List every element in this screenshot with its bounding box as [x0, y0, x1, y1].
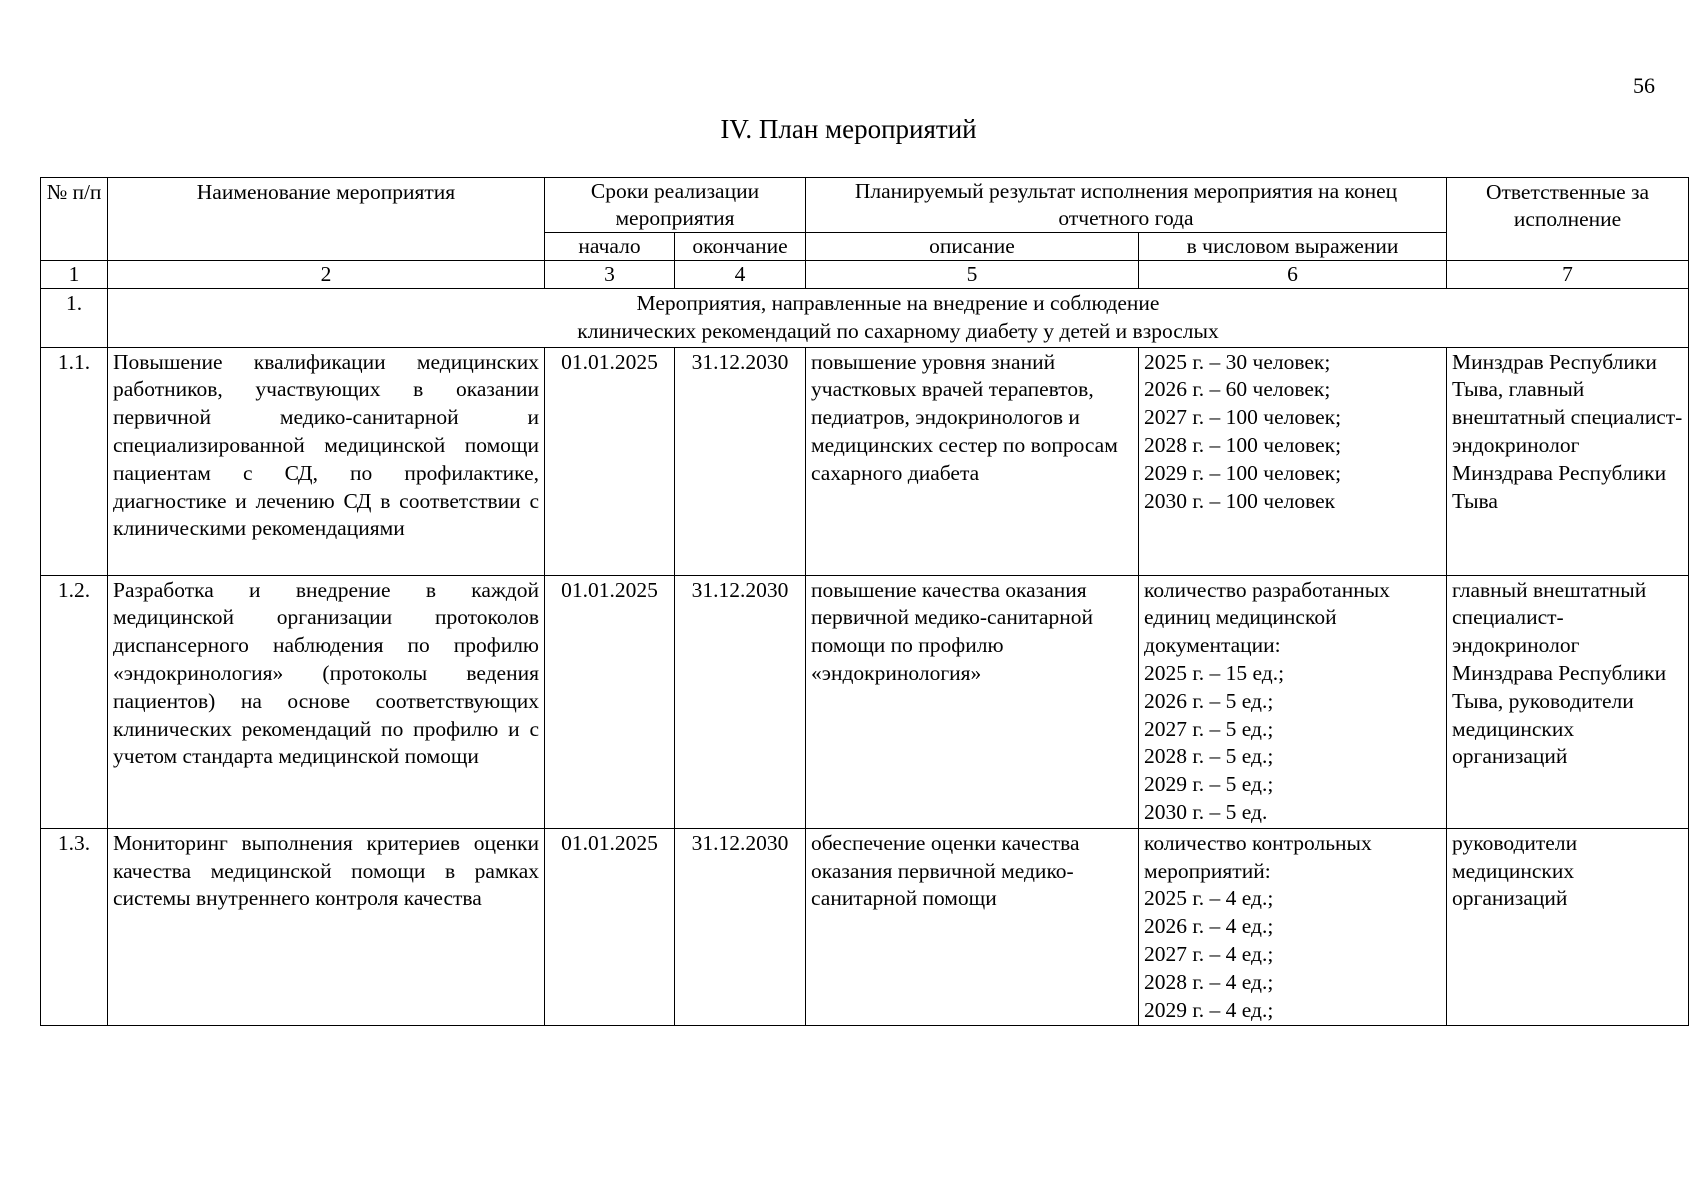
section-title — [108, 289, 1689, 348]
numeric-line: 2025 г. – 30 человек; — [1144, 349, 1331, 374]
page-number: 56 — [1633, 73, 1655, 98]
table-row — [41, 828, 1689, 1026]
column-number-3: 3 — [545, 261, 675, 289]
column-number-7: 7 — [1447, 261, 1689, 289]
column-number-1: 1 — [41, 261, 108, 289]
section-title-line-2: клинических рекомендаций по сахарному диабету у детей и взрослых — [577, 318, 1219, 343]
row-description: повышение уровня знаний участковых врачей терапевтов, педиатров, эндокринологов и медицинских сестер по вопросам сахарного диабета — [806, 347, 1139, 575]
header-numeric: в числовом выражении — [1139, 233, 1447, 261]
numeric-line: 2029 г. – 4 ед.; — [1144, 997, 1274, 1022]
row-activity-name: Мониторинг выполнения критериев оценки качества медицинской помощи в рамках системы внутреннего контроля качества — [108, 828, 545, 1026]
header-end: окончание — [675, 233, 806, 261]
numeric-line: 2026 г. – 5 ед.; — [1144, 688, 1274, 713]
numeric-line: 2029 г. – 100 человек; — [1144, 460, 1342, 485]
header-number: № п/п — [41, 178, 108, 261]
table-row — [41, 575, 1689, 828]
row-start-date: 01.01.2025 — [545, 828, 675, 1026]
numeric-line: 2027 г. – 100 человек; — [1144, 405, 1342, 430]
header-description: описание — [806, 233, 1139, 261]
header-row-1 — [41, 178, 1689, 233]
numeric-line: 2030 г. – 5 ед. — [1144, 799, 1268, 824]
row-end-date: 31.12.2030 — [675, 575, 806, 828]
row-end-date: 31.12.2030 — [675, 347, 806, 575]
numeric-line: 2027 г. – 5 ед.; — [1144, 716, 1274, 741]
column-number-2: 2 — [108, 261, 545, 289]
column-number-4: 4 — [675, 261, 806, 289]
row-responsible: Минздрав Республики Тыва, главный внештатный специалист-эндокринолог Минздрава Республики Тыва — [1447, 347, 1689, 575]
column-numbers-row — [41, 261, 1689, 289]
row-number: 1.2. — [41, 575, 108, 828]
document-title: IV. План мероприятий — [720, 114, 977, 144]
numeric-line: количество контрольных мероприятий: — [1144, 830, 1372, 883]
row-description: обеспечение оценки качества оказания первичной медико-санитарной помощи — [806, 828, 1139, 1026]
column-number-5: 5 — [806, 261, 1139, 289]
table-row — [41, 347, 1689, 575]
row-number: 1.3. — [41, 828, 108, 1026]
row-start-date: 01.01.2025 — [545, 347, 675, 575]
numeric-line: количество разработанных единиц медицинской документации: — [1144, 577, 1390, 658]
row-end-date: 31.12.2030 — [675, 828, 806, 1026]
action-plan-table — [40, 177, 1689, 1026]
numeric-line: 2025 г. – 15 ед.; — [1144, 660, 1285, 685]
numeric-line: 2028 г. – 100 человек; — [1144, 432, 1342, 457]
numeric-line: 2026 г. – 4 ед.; — [1144, 914, 1274, 939]
row-number: 1.1. — [41, 347, 108, 575]
numeric-line: 2025 г. – 4 ед.; — [1144, 886, 1274, 911]
numeric-line: 2027 г. – 4 ед.; — [1144, 941, 1274, 966]
numeric-line: 2028 г. – 5 ед.; — [1144, 744, 1274, 769]
row-activity-name: Разработка и внедрение в каждой медицинской организации протоколов диспансерного наблюдения по профилю «эндокринология» (протоколы ведения пациентов) на основе соответствующих клинических рекомендаций по профилю и с учетом стандарта медицинской помощи — [108, 575, 545, 828]
section-number: 1. — [41, 289, 108, 348]
numeric-line: 2026 г. – 60 человек; — [1144, 377, 1331, 402]
row-start-date: 01.01.2025 — [545, 575, 675, 828]
header-planned-result: Планируемый результат исполнения мероприятия на конец отчетного года — [806, 178, 1447, 233]
row-numeric-result — [1139, 575, 1447, 828]
row-responsible: главный внештатный специалист-эндокринолог Минздрава Республики Тыва, руководители медицинских организаций — [1447, 575, 1689, 828]
header-start: начало — [545, 233, 675, 261]
column-number-6: 6 — [1139, 261, 1447, 289]
row-responsible: руководители медицинских организаций — [1447, 828, 1689, 1026]
header-name: Наименование мероприятия — [108, 178, 545, 261]
numeric-line: 2030 г. – 100 человек — [1144, 488, 1336, 513]
section-row — [41, 289, 1689, 348]
header-responsible: Ответственные за исполнение — [1447, 178, 1689, 261]
row-numeric-result — [1139, 828, 1447, 1026]
row-description: повышение качества оказания первичной медико-санитарной помощи по профилю «эндокринология» — [806, 575, 1139, 828]
numeric-line: 2028 г. – 4 ед.; — [1144, 969, 1274, 994]
row-numeric-result — [1139, 347, 1447, 575]
numeric-line: 2029 г. – 5 ед.; — [1144, 772, 1274, 797]
section-title-line-1: Мероприятия, направленные на внедрение и соблюдение — [636, 291, 1160, 315]
header-terms: Сроки реализации мероприятия — [545, 178, 806, 233]
row-activity-name: Повышение квалификации медицинских работников, участвующих в оказании первичной медико-санитарной и специализированной медицинской помощи пациентам с СД, по профилактике, диагностике и лечению СД в соответствии с клиническими рекомендациями — [108, 347, 545, 575]
